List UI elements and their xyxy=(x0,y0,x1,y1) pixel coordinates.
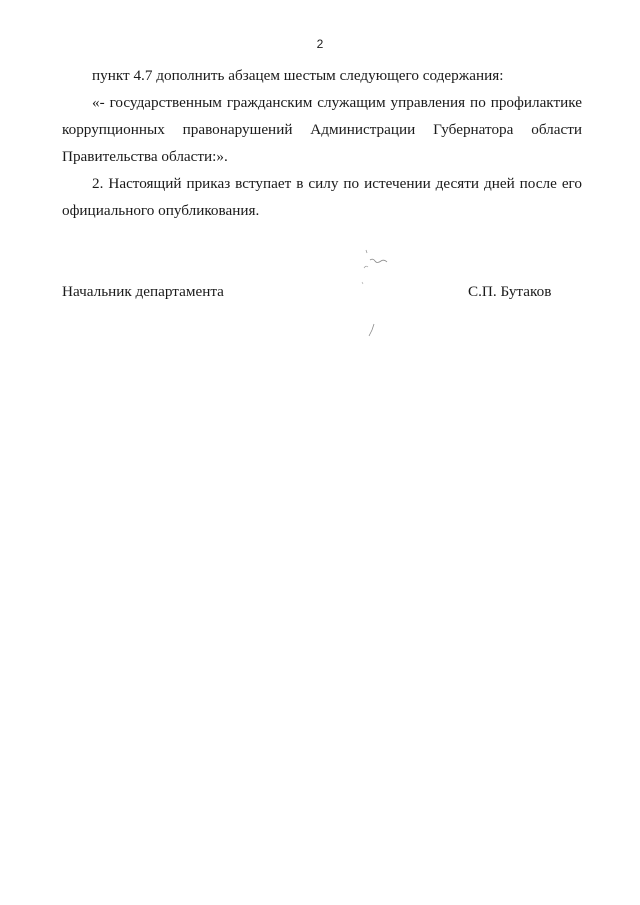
signatory-name: С.П. Бутаков xyxy=(468,283,552,300)
page-number: 2 xyxy=(316,37,324,51)
signature-block xyxy=(62,283,582,303)
paragraph-amendment-text: «- государственным гражданским служащим управления по профилактике коррупционных правонарушений Администрации Губернатора области Правительства области:». xyxy=(62,94,582,165)
paragraph-effective-date: 2. Настоящий приказ вступает в силу по истечении десяти дней после его официального опубликования. xyxy=(62,175,582,219)
document-body xyxy=(62,62,582,224)
handwritten-signature xyxy=(352,244,392,344)
paragraph-amendment-intro: пункт 4.7 дополнить абзацем шестым следующего содержания: xyxy=(92,67,504,84)
signatory-role: Начальник департамента xyxy=(62,283,224,300)
